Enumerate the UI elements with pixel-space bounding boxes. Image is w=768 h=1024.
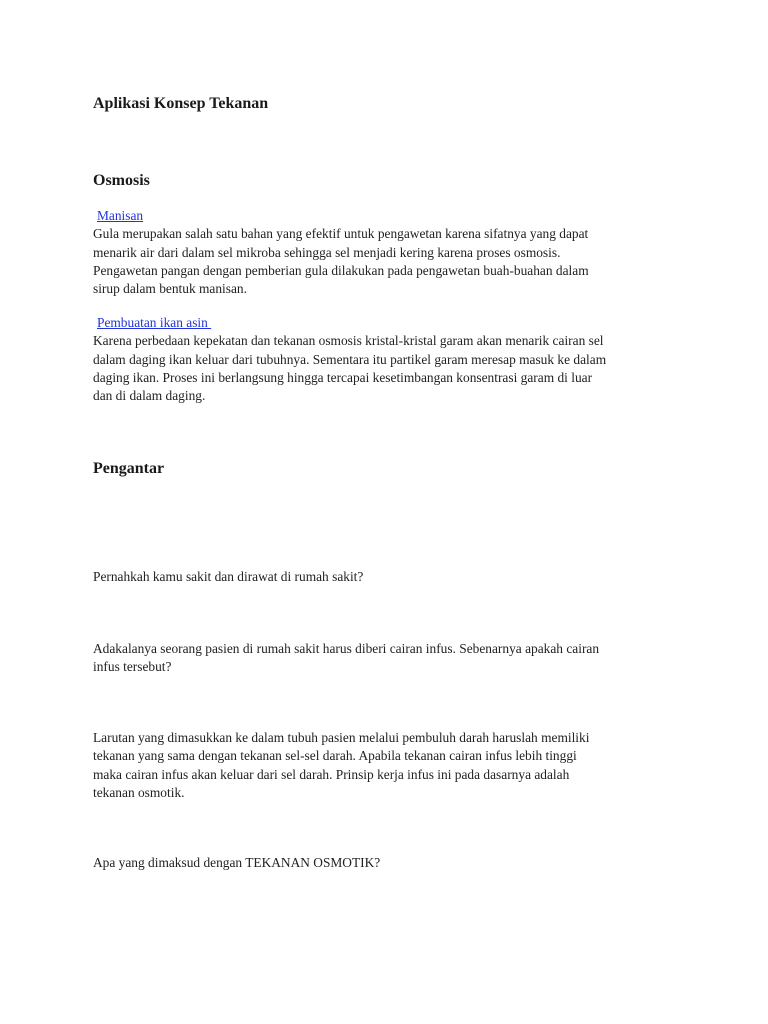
pengantar-paragraph-3 (93, 729, 683, 802)
pengantar-paragraph-1 (93, 568, 683, 586)
pembuatan-ikan-asin-link[interactable]: Pembuatan ikan asin (97, 315, 212, 330)
paragraph-line: tekanan yang sama dengan tekanan sel-sel darah. Apabila tekanan cairan infus lebih tinggi (93, 748, 577, 764)
paragraph-line: Gula merupakan salah satu bahan yang efektif untuk pengawetan karena sifatnya yang dapat (93, 226, 589, 242)
paragraph-line: Pengawetan pangan dengan pemberian gula dilakukan pada pengawetan buah-buahan dalam (93, 262, 589, 278)
paragraph-line: menarik air dari dalam sel mikroba sehingga sel menjadi kering karena proses osmosis. (93, 244, 561, 260)
paragraph-line: Apa yang dimaksud dengan TEKANAN OSMOTIK? (93, 855, 381, 870)
manisan-paragraph (93, 225, 683, 298)
paragraph-line: infus tersebut? (93, 659, 172, 675)
manisan-link[interactable]: Manisan (97, 208, 144, 223)
paragraph-line: Larutan yang dimasukkan ke dalam tubuh pasien melalui pembuluh darah haruslah memiliki (93, 730, 590, 745)
paragraph-line: dan di dalam daging. (93, 388, 206, 404)
osmosis-item-ikan-asin (93, 314, 683, 405)
paragraph-line: daging ikan. Proses ini berlangsung hingga tercapai kesetimbangan konsentrasi garam di luar (93, 369, 593, 385)
osmosis-item-manisan (93, 207, 683, 298)
paragraph-line: maka cairan infus akan keluar dari sel darah. Prinsip kerja infus ini pada dasarnya adalah (93, 766, 570, 782)
section-heading-pengantar: Pengantar (93, 460, 165, 477)
section-heading-osmosis: Osmosis (93, 172, 150, 189)
paragraph-line: tekanan osmotik. (93, 784, 185, 800)
paragraph-line: sirup dalam bentuk manisan. (93, 281, 247, 297)
paragraph-line: Pernahkah kamu sakit dan dirawat di rumah sakit? (93, 569, 364, 584)
pengantar-paragraph-2 (93, 640, 683, 677)
paragraph-line: Karena perbedaan kepekatan dan tekanan osmosis kristal-kristal garam akan menarik cairan sel (93, 333, 604, 349)
pengantar-paragraph-4 (93, 854, 683, 872)
paragraph-line: dalam daging ikan keluar dari tubuhnya. Sementara itu partikel garam meresap masuk ke dalam (93, 351, 607, 367)
document-title: Aplikasi Konsep Tekanan (93, 95, 269, 112)
ikan-asin-paragraph (93, 332, 683, 405)
paragraph-line: Adakalanya seorang pasien di rumah sakit harus diberi cairan infus. Sebenarnya apakah cairan (93, 641, 600, 656)
